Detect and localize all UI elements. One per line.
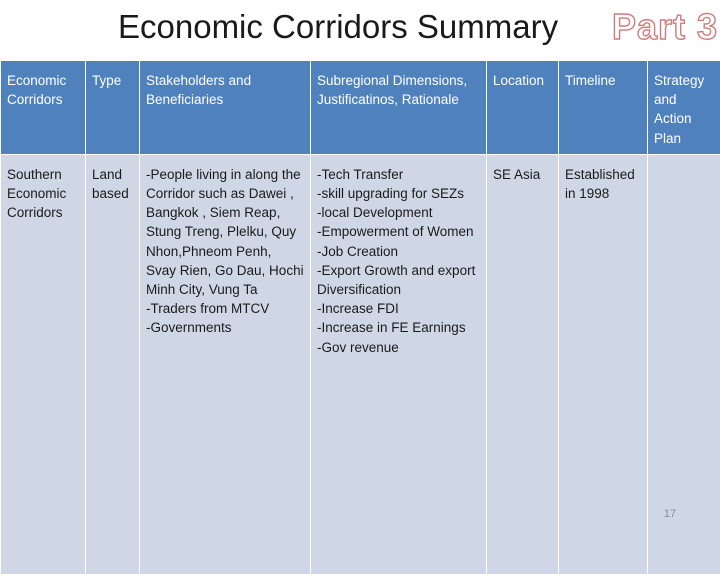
header-location: Location (487, 61, 559, 155)
corridors-table (0, 60, 720, 575)
slide-title (0, 8, 720, 58)
title-part-label: Part 3 (612, 6, 718, 48)
header-subregional-dimensions: Subregional Dimensions, Justificatinos, Rationale (311, 61, 487, 155)
cell-corridor: Southern Economic Corridors (1, 154, 86, 574)
table-row (1, 154, 720, 574)
header-economic-corridors: Economic Corridors (1, 61, 86, 155)
header-stakeholders: Stakeholders and Beneficiaries (140, 61, 311, 155)
title-main: Economic Corridors Summary (118, 8, 558, 46)
cell-timeline: Established in 1998 (559, 154, 648, 574)
header-strategy: Strategy and Action Plan (648, 61, 720, 155)
cell-location: SE Asia (487, 154, 559, 574)
cell-dimensions: -Tech Transfer -skill upgrading for SEZs -local Development -Empowerment of Women -Job Creation -Export Growth and export Diversification -Increase FDI -Increase in FE Earnings -Gov revenue (311, 154, 487, 574)
table-header-row (1, 61, 720, 155)
cell-stakeholders: -People living in along the Corridor such as Dawei , Bangkok , Siem Reap, Stung Treng, Plelku, Quy Nhon,Phneom Penh, Svay Rien, Go Dau, Hochi Minh City, Vung Ta -Traders from MTCV -Governments (140, 154, 311, 574)
slide-number: 17 (650, 508, 690, 520)
header-timeline: Timeline (559, 61, 648, 155)
cell-type: Land based (86, 154, 140, 574)
header-type: Type (86, 61, 140, 155)
